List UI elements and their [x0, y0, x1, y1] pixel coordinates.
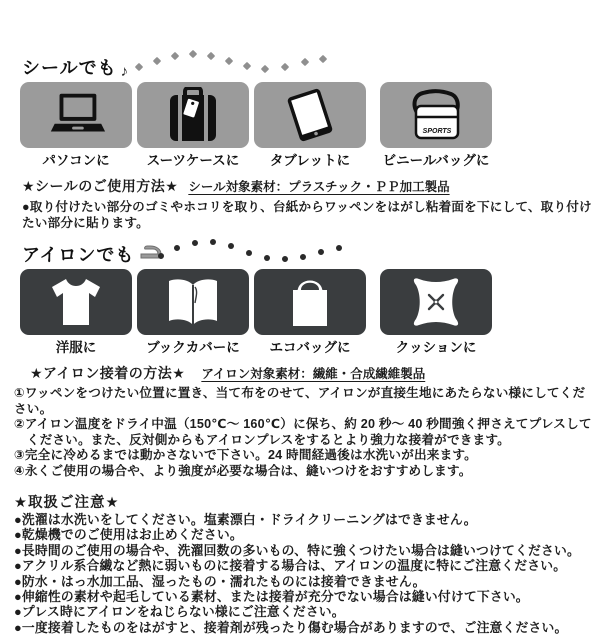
seal-item-vinyl-bag — [380, 82, 492, 169]
seal-instructions: ●取り付けたい部分のゴミやホコリを取り、台紙からワッペンをはがし粘着面を下にして、取り付けたい部分に貼ります。 — [22, 200, 592, 230]
tablet-icon — [254, 82, 366, 148]
iron-item-bookcover — [137, 269, 249, 356]
iron-icon — [139, 245, 163, 265]
iron-method-row — [22, 363, 592, 383]
caution-item: ●アクリル系合繊など熱に弱いものに接着する場合は、アイロンの温度に特にご注意ください。 — [14, 558, 567, 574]
tshirt-icon — [20, 269, 132, 335]
iron-section-title: アイロンでも — [22, 245, 135, 265]
decoration-dots — [132, 50, 352, 76]
seal-item-tablet — [254, 82, 366, 169]
seal-method-row — [22, 176, 592, 196]
bag-badge-text: SPORTS — [422, 128, 452, 135]
seal-item-label: パソコンに — [42, 153, 110, 168]
decoration-dots — [154, 237, 374, 263]
caution-item: ●乾燥機でのご使用はお止めください。 — [14, 527, 243, 543]
caution-header: ★取扱ご注意★ — [14, 495, 120, 511]
cushion-icon — [380, 269, 492, 335]
seal-item-label: タブレットに — [269, 153, 351, 168]
suitcase-icon — [137, 82, 249, 148]
iron-item-label: ブックカバーに — [146, 340, 240, 355]
seal-item-suitcase — [137, 82, 249, 169]
caution-item: ●プレス時にアイロンをねじらない様にご注意ください。 — [14, 604, 345, 620]
book-icon — [137, 269, 249, 335]
iron-section-title-row — [22, 243, 592, 267]
seal-section-title: シールでも — [22, 58, 117, 78]
iron-step: ください。また、反対側からもアイロンプレスをするとより強力な接着ができます。 — [14, 432, 510, 447]
caution-item: ●長時間のご使用の場合や、洗濯回数の多いもの、特に強くつけたい場合は縫いつけてください。 — [14, 542, 581, 558]
caution-item: ●洗濯は水洗いをしてください。塩素漂白・ドライクリーニングはできません。 — [14, 512, 477, 527]
iron-target-material: アイロン対象素材：繊維・合成繊維製品 — [201, 367, 426, 381]
iron-step: ①ワッペンをつけたい位置に置き、当て布をのせて、アイロンが直接生地にあたらない様にしてください。 — [14, 386, 586, 416]
iron-item-label: クッションに — [395, 340, 477, 355]
seal-item-label: スーツケースに — [146, 153, 240, 168]
music-note-icon: ♪ — [120, 63, 129, 80]
seal-section-title-row — [22, 56, 592, 80]
iron-method-header: ★アイロン接着の方法★ — [30, 365, 186, 381]
iron-item-ecobag — [254, 269, 366, 356]
iron-steps — [14, 386, 592, 479]
seal-item-label: ビニールバッグに — [382, 153, 490, 168]
iron-item-label: エコバッグに — [269, 340, 351, 355]
iron-item-label: 洋服に — [55, 340, 97, 355]
iron-step: ③完全に冷めるまでは動かさないで下さい。24 時間経過後は水洗いが出来ます。 — [14, 448, 477, 462]
seal-icon-row — [20, 82, 592, 169]
iron-step: ④永くご使用の場合や、より強度が必要な場合は、縫いつけをおすすめします。 — [14, 463, 472, 478]
caution-item: ●伸縮性の素材や起毛している素材、または接着が充分でない場合は縫い付けて下さい。 — [14, 589, 529, 605]
iron-icon-row — [20, 269, 592, 356]
laptop-icon — [20, 82, 132, 148]
iron-item-cushion — [380, 269, 492, 356]
caution-section — [14, 491, 592, 635]
caution-item: ●防水・はっ水加工品、湿ったもの・濡れたものには接着できません。 — [14, 573, 426, 589]
caution-item: ●一度接着したものをはがすと、接着剤が残ったり傷む場合がありますので、ご注意ください。 — [14, 619, 568, 635]
seal-target-material: シール対象素材：プラスチック・ＰＰ加工製品 — [188, 180, 450, 194]
seal-method-header: ★シールのご使用方法★ — [22, 178, 179, 194]
iron-step: ②アイロン温度をドライ中温（150℃～ 160℃）に保ち、約 20 秒～ 40 秒間強く押さえてプレスして — [14, 417, 592, 431]
seal-item-pc — [20, 82, 132, 169]
vinyl-bag-icon — [380, 82, 492, 148]
iron-item-clothes — [20, 269, 132, 356]
eco-bag-icon — [254, 269, 366, 335]
